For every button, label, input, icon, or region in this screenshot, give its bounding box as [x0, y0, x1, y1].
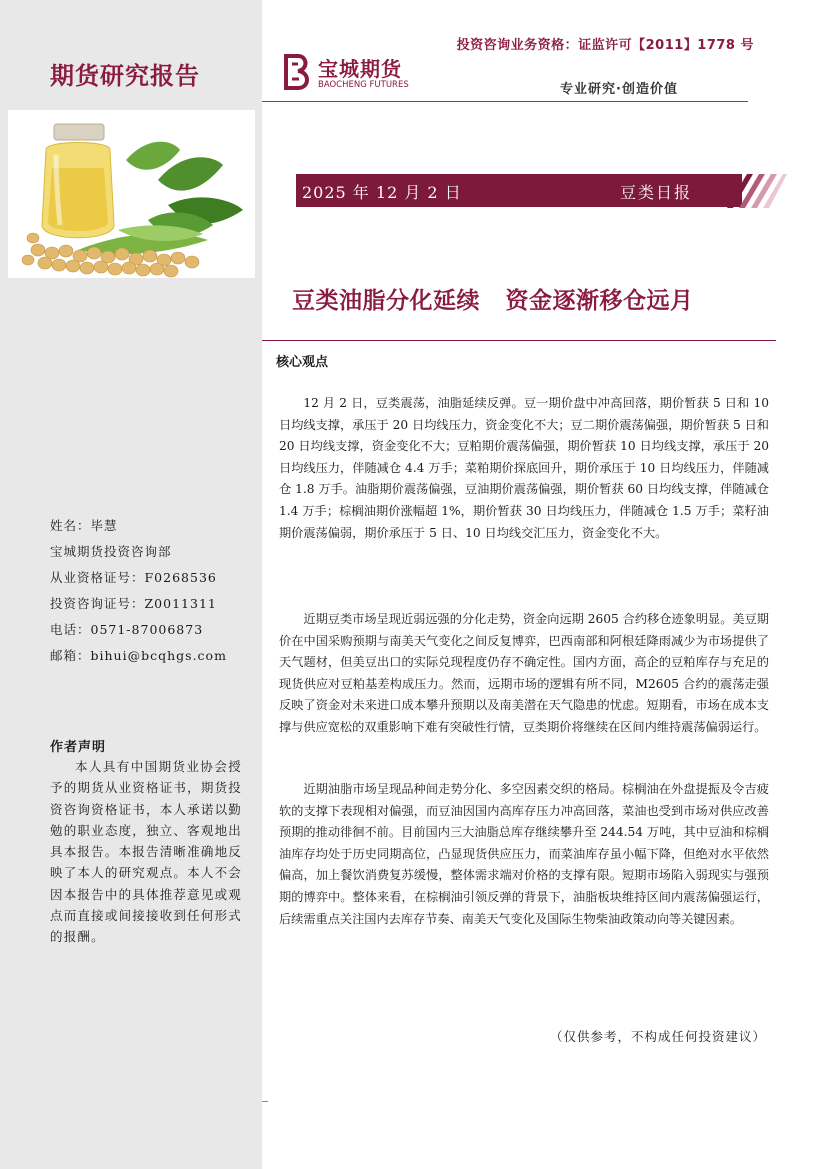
company-slogan: 专业研究·创造价值: [560, 82, 678, 97]
headline-divider: [262, 340, 776, 341]
paragraph-market-summary: 12 月 2 日，豆类震荡，油脂延续反弹。豆一期价盘中冲高回落，期价暂获 5 日和 10 日均线支撑，承压于 20 日均线压力，资金变化不大；豆二期价震荡偏强，期价暂获 5 日和 20 日均线支撑，资金变化不大；豆粕期价震荡偏强，期价暂获 10 日均线支撑，承压于 20 日均线压力，伴随减仓 4.4 万手；菜粕期价探底回升，期价承压于 10 日均线压力，伴随减仓 1.8 万手。油脂期价震荡偏强，豆油期价震荡偏强，期价暂获 60 日均线支撑，伴随减仓 1.4 万手；棕榈油期价涨幅超 1%，期价暂获 30 日均线压力，伴随减仓 1.5 万手；菜籽油期价震荡偏弱，期价承压于 5 日、10 日均线交汇压力，资金变化不大。: [279, 396, 769, 540]
author-department: 宝城期货投资咨询部: [50, 544, 172, 559]
report-category-title: 期货研究报告: [50, 62, 200, 90]
soybean-oil-illustration: [8, 110, 255, 278]
header-divider: [262, 101, 748, 102]
paragraph-soybean-analysis: 近期豆类市场呈现近弱远强的分化走势，资金向远期 2605 合约移仓迹象明显。美豆期价在中国采购预期与南美天气变化之间反复博弈，巴西南部和阿根廷降雨减少为市场提供了天气题材，但美豆出口的实际兑现程度仍存不确定性。国内方面，高企的豆粕库存与充足的现货供应对豆粕基差构成压力。然而，远期市场的逻辑有所不同，M2605 合约的震荡走强反映了资金对未来进口成本攀升预期以及南美潜在天气隐患的忧虑。短期看，市场在成本支撑与供应宽松的双重影响下难有突破性行情，豆类期价将继续在区间内维持震荡偏弱运行。: [279, 612, 769, 734]
baocheng-logo-icon: [282, 52, 314, 92]
company-logo: [282, 52, 409, 96]
author-qualification: 从业资格证号：F0268536: [50, 570, 217, 585]
sidebar: [0, 0, 262, 1169]
paragraph-oils-analysis: 近期油脂市场呈现品种间走势分化、多空因素交织的格局。棕榈油在外盘提振及令吉疲软的支撑下表现相对偏强，而豆油因国内高库存压力冲高回落，菜油也受到市场对供应改善预期的推动徘徊不前。目前国内三大油脂总库存继续攀升至 244.54 万吨，其中豆油和棕榈油库存均处于历史同期高位，凸显现货供应压力，而菜油库存虽小幅下降，但绝对水平依然偏高，加上餐饮消费复苏缓慢，整体需求端对价格的支撑有限。短期市场陷入弱现实与强预期的博弈中。整体来看，在棕榈油引领反弹的背景下，油脂板块维持区间内震荡偏强运行，后续需重点关注国内去库存节奏、南美天气变化及国际生物柴油政策动向等关键因素。: [279, 782, 769, 926]
author-phone: 电话：0571-87006873: [50, 622, 204, 637]
banner-stripes-decoration: [725, 172, 787, 210]
declaration-body: 本人具有中国期货业协会授予的期货从业资格证书，期货投资咨询资格证书，本人承诺以勤勉的职业态度，独立、客观地出具本报告。本报告清晰准确地反映了本人的研究观点。本人不会因本报告中的具体推荐意见或观点而直接或间接接收到任何形式的报酬。: [50, 759, 242, 945]
author-consulting-cert: 投资咨询证号：Z0011311: [50, 596, 217, 611]
author-name: 姓名：毕慧: [50, 518, 118, 533]
logo-chinese-name: 宝城期货: [318, 57, 402, 81]
author-email: 邮箱：bihui@bcqhgs.com: [50, 648, 227, 663]
qualification-note: 投资咨询业务资格：证监许可【2011】1778 号: [456, 38, 754, 53]
disclaimer: （仅供参考，不构成任何投资建议）: [549, 1029, 766, 1044]
report-type: 豆类日报: [620, 183, 693, 202]
logo-english-name: BAOCHENG FUTURES: [318, 80, 409, 90]
report-date: 2025 年 12 月 2 日: [302, 183, 462, 202]
report-headline: 豆类油脂分化延续 资金逐渐移仓远月: [292, 288, 694, 314]
footer-tick-mark: [262, 1101, 268, 1102]
cover-photo-soybean-oil: [8, 110, 255, 278]
section-heading-core-views: 核心观点: [276, 355, 329, 370]
author-info: [50, 513, 227, 669]
declaration-title: 作者声明: [50, 740, 107, 755]
